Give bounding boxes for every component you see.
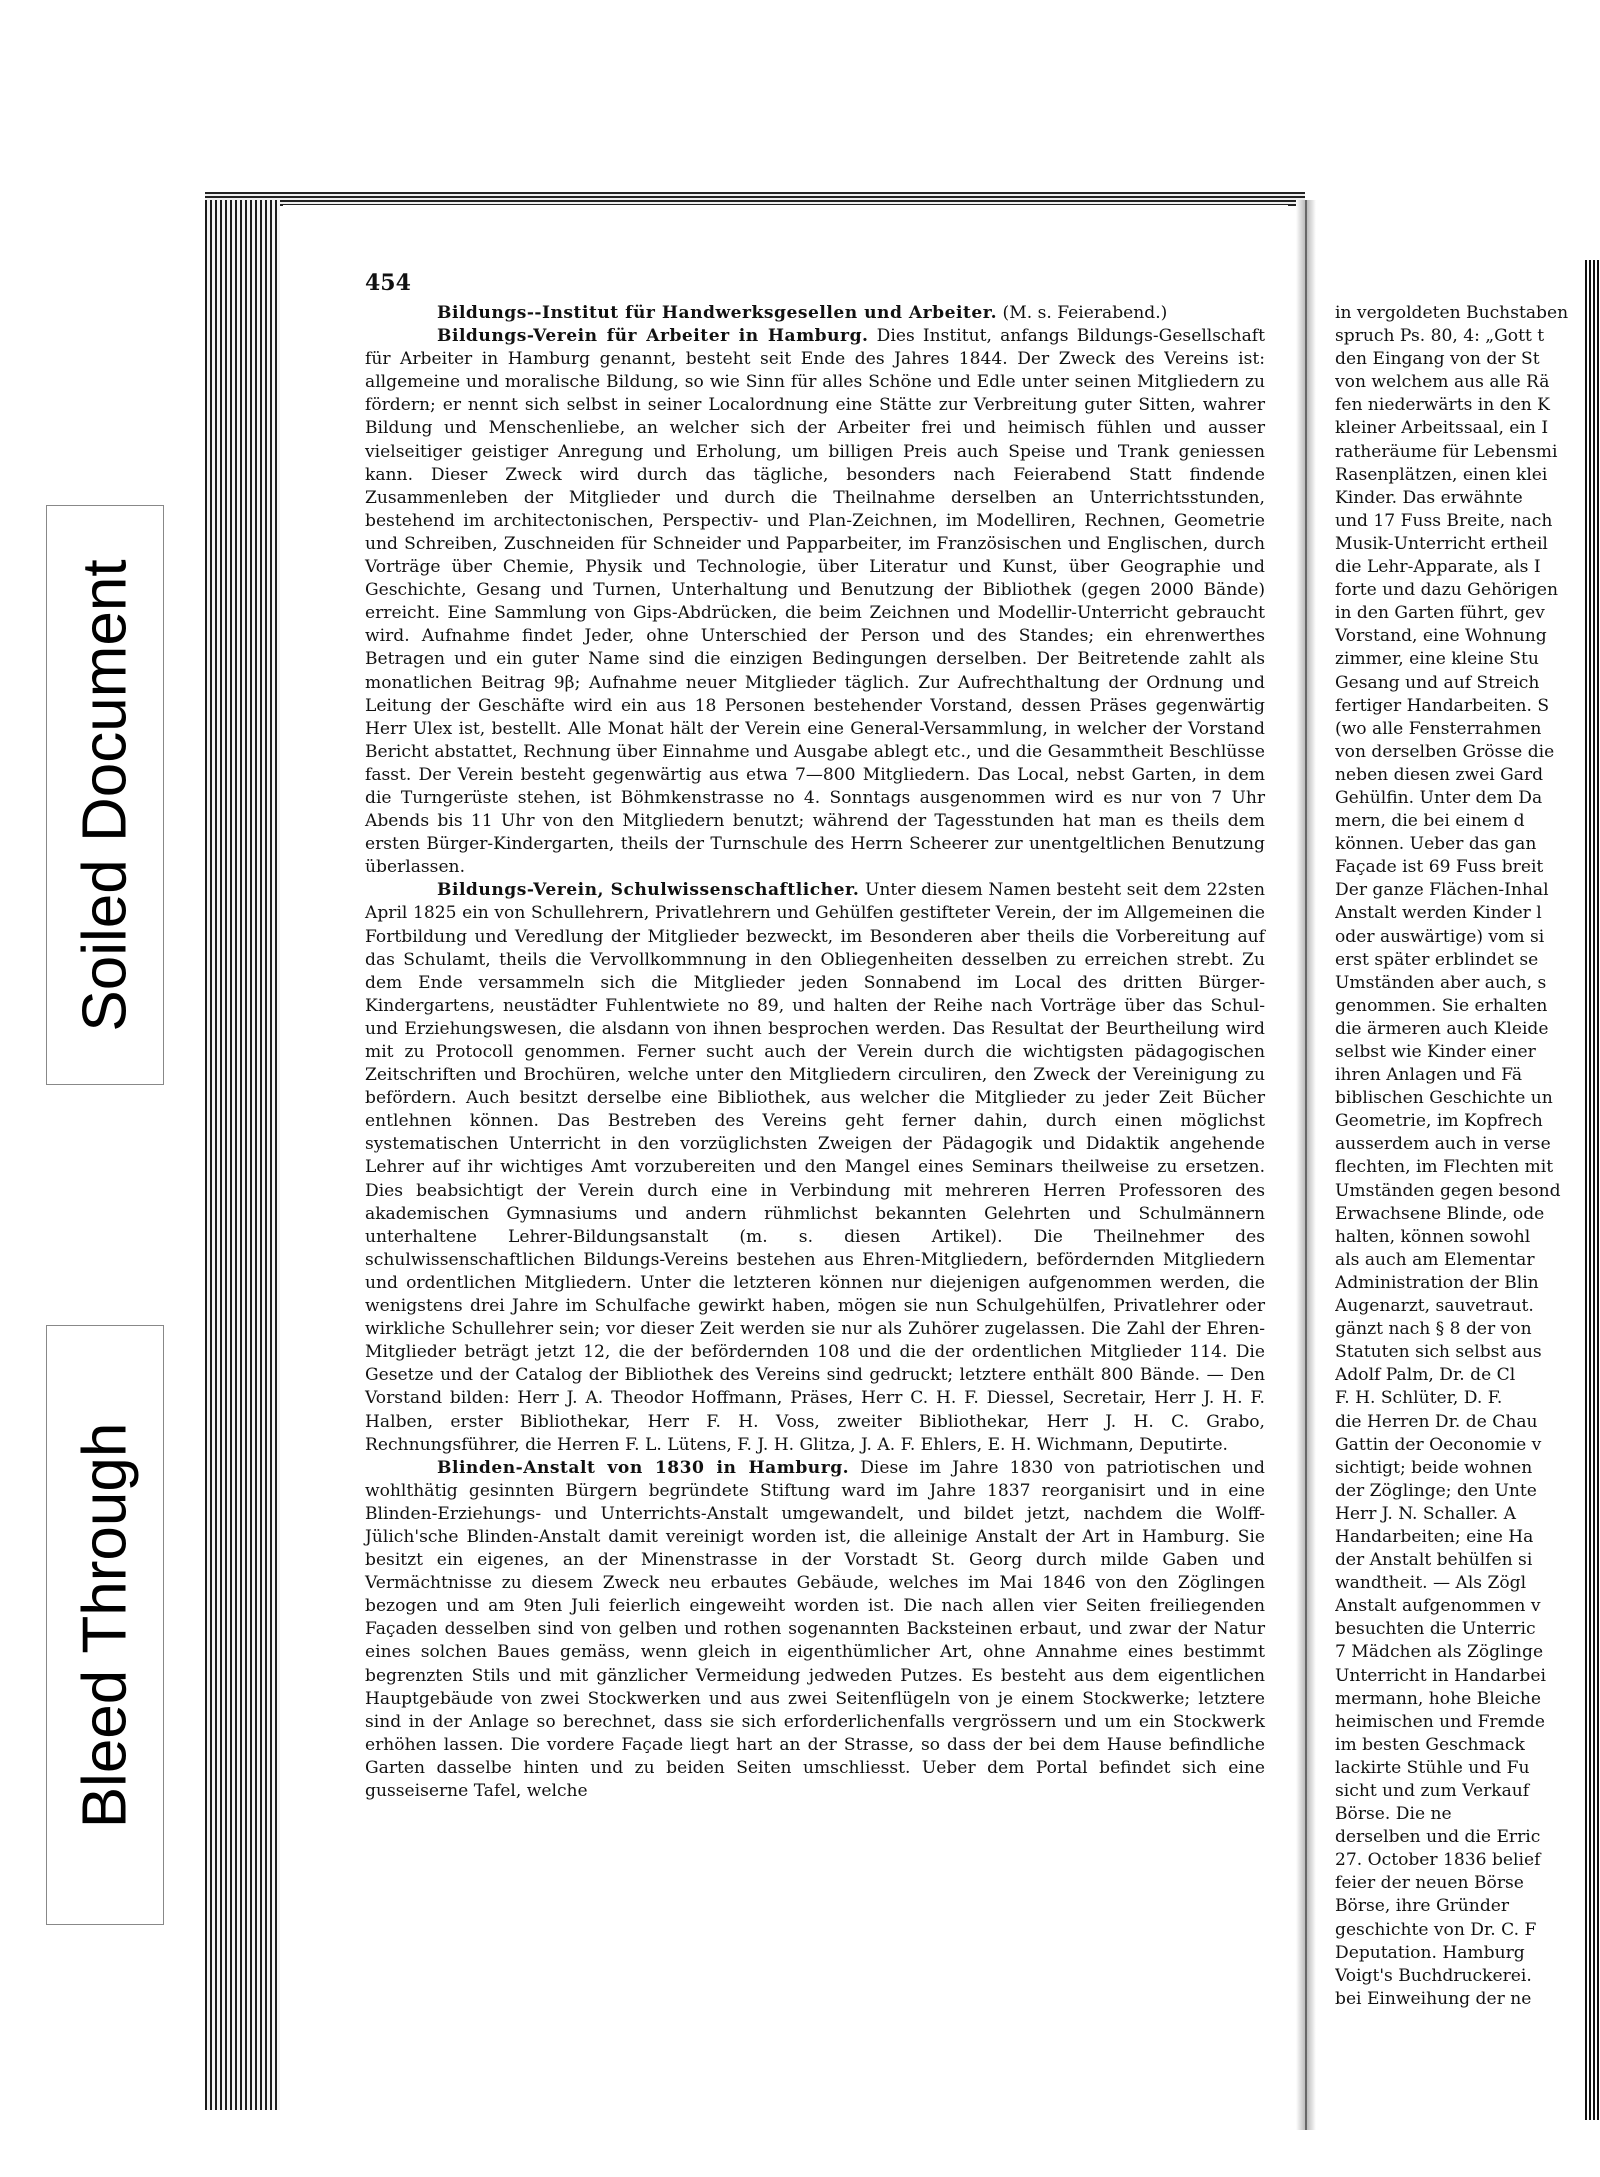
right-page-line: Rasenplätzen, einen klei — [1335, 464, 1548, 485]
right-page-line: können. Ueber das gan — [1335, 834, 1537, 855]
right-page-line: F. H. Schlüter, D. F. — [1335, 1388, 1503, 1409]
right-page-line: die Herren Dr. de Chau — [1335, 1411, 1538, 1432]
right-page-line: Umständen gegen besond — [1335, 1180, 1561, 1201]
right-page-line: Geometrie, im Kopfrech — [1335, 1111, 1543, 1132]
right-page-line: gänzt nach § 8 der von — [1335, 1319, 1532, 1340]
right-page-line: ratheräume für Lebensmi — [1335, 441, 1558, 462]
right-page-line: im besten Geschmack — [1335, 1734, 1525, 1755]
right-page-line: in den Garten führt, gev — [1335, 603, 1545, 624]
right-page-line: der Anstalt behülfen si — [1335, 1550, 1533, 1571]
entry-heading: Bildungs-Verein für Arbeiter in Hamburg. — [437, 326, 869, 347]
main-text-column — [365, 302, 1265, 1803]
right-page-line: geschichte von Dr. C. F — [1335, 1919, 1537, 1940]
entry-body: Dies Institut, anfangs Bildungs-Gesellschaft für Arbeiter in Hamburg genannt, besteht seit Ende des Jahres 1844. Der Zweck des Vereins ist: allgemeine und moralische Bildung, so wie Sinn für alles Schöne und Edle unter seinen Mitgliedern zu fördern; er nennt sich selbst in seiner Localordnung eine Stätte zur Verbreitung guter Sitten, wahrer Bildung und Menschenliebe, an welcher sich der Arbeiter frei und heimisch fühlen und ausser vielseitiger geistiger Anregung und Erholung, um billigen Preis auch Speise und Trank geniessen kann. Dieser Zweck wird durch das tägliche, besonders nach Feierabend Statt findende Zusammenleben der Mitglieder und durch die Theilnahme derselben an Unterrichtsstunden, bestehend im architectonischen, Perspectiv- und Plan-Zeichnen, im Modelliren, Rechnen, Geometrie und Schreiben, Zuschneiden für Schneider und Papparbeiter, im Französischen und Englischen, durch Vorträge über Chemie, Physik und Technologie, über Literatur und Kunst, über Geographie und Geschichte, Gesang und Turnen, Unterhaltung und Benutzung der Bibliothek (gegen 2000 Bände) erreicht. Eine Sammlung von Gips-Abdrücken, die beim Zeichnen und Modellir-Unterricht gebraucht wird. Aufnahme findet Jeder, ohne Unterschied der Person und des Standes; ein ehrenwerthes Betragen und ein guter Name sind die einzigen Bedingungen derselben. Der Beitretende zahlt als monatlichen Beitrag 9β; Aufnahme neuer Mitglieder täglich. Zur Aufrechthaltung der Ordnung und Leitung der Geschäfte wird ein aus 18 Personen bestehender Vorstand, dessen Präses gegenwärtig Herr Ulex ist, bestellt. Alle Monat hält der Verein eine General-Versammlung, in welcher der Vorstand Bericht abstattet, Rechnung über Einnahme und Ausgabe ablegt etc., und die Gesammtheit Beschlüsse fasst. Der Verein besteht gegenwärtig aus etwa 7—800 Mitgliedern. Das Local, nebst Garten, in dem die Turngerüste stehen, ist Böhmkenstrasse no 4. Sonntags ausgenommen wird es nur von 7 Uhr Abends bis 11 Uhr von den Mitgliedern benutzt; während der Tagesstunden hat man es theils dem ersten Bürger-Kindergarten, theils der Turnschule des Herrn Scheerer zur unentgeltlichen Benutzung überlassen. — [365, 326, 1265, 878]
right-page-line: besuchten die Unterric — [1335, 1619, 1536, 1640]
entry-heading: Blinden-Anstalt von 1830 in Hamburg. — [437, 1457, 850, 1478]
right-page-line: Façade ist 69 Fuss breit — [1335, 857, 1544, 878]
entry-paragraph — [365, 302, 1265, 325]
right-page-line: Erwachsene Blinde, ode — [1335, 1203, 1545, 1224]
right-page-line: halten, können sowohl — [1335, 1226, 1531, 1247]
right-page-line: 27. October 1836 belief — [1335, 1850, 1541, 1871]
right-page-line: Statuten sich selbst aus — [1335, 1342, 1542, 1363]
right-page-line: wandtheit. — Als Zögl — [1335, 1573, 1527, 1594]
right-page-line: selbst wie Kinder einer — [1335, 1042, 1536, 1062]
right-page-line: Adolf Palm, Dr. de Cl — [1335, 1365, 1516, 1386]
book-top-edge — [205, 192, 1305, 206]
right-page-line: sicht und zum Verkauf — [1335, 1781, 1530, 1801]
right-page-line: Anstalt aufgenommen v — [1335, 1596, 1541, 1617]
right-page-line: neben diesen zwei Gard — [1335, 764, 1544, 785]
right-page-line: Gehülfin. Unter dem Da — [1335, 787, 1543, 808]
right-page-line: (wo alle Fensterrahmen — [1335, 718, 1542, 739]
right-page-line: von derselben Grösse die — [1335, 741, 1555, 762]
right-page-line: Kinder. Das erwähnte — [1335, 487, 1523, 508]
bleed-through-label — [46, 1325, 164, 1925]
page-number: 454 — [365, 270, 411, 296]
right-page-line: heimischen und Fremde — [1335, 1711, 1545, 1732]
right-page-line: Gesang und auf Streich — [1335, 672, 1540, 693]
right-page-column — [1335, 302, 1600, 2011]
right-page-line: fertiger Handarbeiten. S — [1335, 695, 1550, 716]
right-page-line: forte und dazu Gehörigen — [1335, 580, 1558, 601]
entry-heading: Bildungs-Verein, Schulwissenschaftlicher. — [437, 880, 860, 901]
right-page-line: von welchem aus alle Rä — [1335, 372, 1550, 393]
soiled-document-text: Soiled Document — [70, 558, 140, 1032]
bleed-through-text: Bleed Through — [70, 1422, 140, 1828]
right-page-line: Vorstand, eine Wohnung — [1335, 626, 1547, 647]
right-page-line: Handarbeiten; eine Ha — [1335, 1526, 1534, 1547]
right-page-line: erst später erblindet se — [1335, 949, 1539, 970]
right-page-line: spruch Ps. 80, 4: „Gott t — [1335, 326, 1545, 347]
entry-heading: Bildungs--Institut für Handwerksgesellen und Arbeiter. — [437, 303, 998, 323]
entry-paragraph — [365, 879, 1265, 1456]
right-page-line: Börse. Die ne — [1335, 1804, 1452, 1825]
right-page-line: mermann, hohe Bleiche — [1335, 1688, 1541, 1709]
right-page-line: ausserdem auch in verse — [1335, 1134, 1551, 1155]
right-page-line: in vergoldeten Buchstaben — [1335, 303, 1569, 323]
right-page-line: derselben und die Erric — [1335, 1827, 1541, 1848]
right-page-line: die ärmeren auch Kleide — [1335, 1018, 1549, 1039]
right-page-line: Augenarzt, sauvetraut. — [1335, 1296, 1534, 1317]
right-page-line: Börse, ihre Gründer — [1335, 1896, 1510, 1917]
entry-body: (M. s. Feierabend.) — [997, 303, 1168, 323]
soiled-document-label — [46, 505, 164, 1085]
right-page-line: kleiner Arbeitssaal, ein I — [1335, 418, 1549, 439]
right-page-line: Voigt's Buchdruckerei. — [1335, 1965, 1532, 1986]
entry-paragraph — [365, 325, 1265, 879]
right-page-line: Gattin der Oeconomie v — [1335, 1434, 1542, 1455]
right-page-line: Deputation. Hamburg — [1335, 1942, 1525, 1963]
right-page-line: Herr J. N. Schaller. A — [1335, 1503, 1516, 1524]
book-page-edges — [205, 200, 280, 2110]
right-page-line: Der ganze Flächen-Inhal — [1335, 880, 1549, 901]
right-page-line: Musik-Unterricht ertheil — [1335, 533, 1548, 554]
right-page-line: flechten, im Flechten mit — [1335, 1157, 1554, 1178]
right-page-line: biblischen Geschichte un — [1335, 1088, 1553, 1109]
right-page-line: mern, die bei einem d — [1335, 811, 1525, 832]
right-page-line: und 17 Fuss Breite, nach — [1335, 510, 1553, 531]
right-page-line: Administration der Blin — [1335, 1272, 1539, 1293]
right-page-line: lackirte Stühle und Fu — [1335, 1757, 1530, 1778]
right-page-line: als auch am Elementar — [1335, 1249, 1535, 1270]
right-page-line: zimmer, eine kleine Stu — [1335, 649, 1539, 670]
right-page-line: fen niederwärts in den K — [1335, 395, 1550, 416]
right-page-line: der Zöglinge; den Unte — [1335, 1480, 1537, 1501]
right-page-line: die Lehr-Apparate, als I — [1335, 557, 1541, 578]
right-page-line: Anstalt werden Kinder l — [1335, 903, 1542, 924]
right-page-line: oder auswärtige) vom si — [1335, 926, 1545, 947]
right-page-line: sichtigt; beide wohnen — [1335, 1457, 1533, 1478]
entry-body: Unter diesem Namen besteht seit dem 22sten April 1825 ein von Schullehrern, Privatlehrern und Gehülfen gestifteter Verein, der im Allgemeinen die Fortbildung und Veredlung der Mitglieder bezweckt, im Besonderen aber theils die Vorbereitung auf das Schulamt, theils die Vervollkommnung in den Obliegenheiten desselben zu erreichen strebt. Zu dem Ende versammeln sich die Mitglieder jeden Sonnabend im Local des dritten Bürger-Kindergartens, neustädter Fuhlentwiete no 89, und halten der Reihe nach Vorträge über das Schul- und Erziehungswesen, die alsdann von ihnen besprochen werden. Das Resultat der Beurtheilung wird mit zu Protocoll genommen. Ferner sucht auch der Verein durch die wichtigsten pädagogischen Zeitschriften und Brochüren, welche unter den Mitgliedern circuliren, den Zweck der Vereinigung zu befördern. Auch besitzt derselbe eine Bibliothek, aus welcher die Mitglieder zu jeder Zeit Bücher entlehnen können. Das Bestreben des Vereins geht ferner dahin, durch einen möglichst systematischen Unterricht in den vorzüglichsten Zweigen der Pädagogik und Didaktik angehende Lehrer auf ihr wichtiges Amt vorzubereiten und den Mangel eines Seminars theilweise zu ersetzen. Dies beabsichtigt der Verein durch eine in Verbindung mit mehreren Herren Professoren des akademischen Gymnasiums und andern rühmlichst bekannten Gelehrten und Schulmännern unterhaltene Lehrer-Bildungsanstalt (m. s. diesen Artikel). Die Theilnehmer des schulwissenschaftlichen Bildungs-Vereins bestehen aus Ehren-Mitgliedern, befördernden Mitgliedern und ordentlichen Mitgliedern. Unter die letzteren können nur diejenigen aufgenommen werden, die wenigstens drei Jahre im Schulfache gewirkt haben, mögen sie nun Schulgehülfen, Privatlehrer oder wirkliche Schullehrer sein; vor dieser Zeit werden sie nur als Zuhörer zugelassen. Die Zahl der Ehren-Mitglieder beträgt jetzt 12, die der befördernden 108 und die der ordentlichen Mitglieder 114. Die Gesetze und der Catalog der Bibliothek des Vereins sind gedruckt; letztere enthält 800 Bände. — Den Vorstand bilden: Herr J. A. Theodor Hoffmann, Präses, Herr C. H. F. Diessel, Secretair, Herr J. H. F. Halben, erster Bibliothekar, Herr F. H. Voss, zweiter Bibliothekar, Herr J. H. C. Grabo, Rechnungsführer, die Herren F. L. Lütens, F. J. H. Glitza, J. A. F. Ehlers, E. H. Wichmann, Deputirte. — [365, 880, 1265, 1455]
entry-body: Diese im Jahre 1830 von patriotischen und wohlthätig gesinnten Bürgern begründete Stiftung ward im Jahre 1837 reorganisirt und in eine Blinden-Erziehungs- und Unterrichts-Anstalt umgewandelt, und bildet jetzt, nachdem die Wolff-Jülich'sche Blinden-Anstalt damit vereinigt worden ist, die alleinige Anstalt der Art in Hamburg. Sie besitzt ein eigenes, an der Minenstrasse in der Vorstadt St. Georg durch milde Gaben und Vermächtnisse zu diesem Zweck neu erbautes Gebäude, welches im Mai 1846 von den Zöglingen bezogen und am 9ten Juli feierlich eingeweiht worden ist. Die nach allen vier Seiten freiliegenden Façaden desselben sind von gelben und rothen sogenannten Backsteinen erbaut, und zwar der Natur eines solchen Baues gemäss, wenn gleich in eigenthümlicher Art, ohne Annahme eines bestimmt begrenzten Stils und mit gänzlicher Vermeidung jedweden Putzes. Es besteht aus dem eigentlichen Hauptgebäude von zwei Stockwerken und aus zwei Seitenflügeln von je einem Stockwerke; letztere sind in der Anlage so berechnet, dass sie sich erforderlichenfalls vergrössern und um ein Stockwerk erhöhen lassen. Die vordere Façade liegt hart an der Strasse, so dass der bei dem Hause befindliche Garten dasselbe hinten und zu beiden Seiten umschliesst. Ueber dem Portal befindet sich eine gusseiserne Tafel, welche — [365, 1457, 1265, 1801]
right-page-line: ihren Anlagen und Fä — [1335, 1065, 1523, 1086]
right-page-line: den Eingang von der St — [1335, 349, 1540, 370]
book-gutter — [1296, 200, 1316, 2130]
right-page-line: bei Einweihung der ne — [1335, 1988, 1532, 2009]
right-page-line: Unterricht in Handarbei — [1335, 1665, 1546, 1686]
right-page-line: 7 Mädchen als Zöglinge — [1335, 1642, 1544, 1663]
right-page-line: feier der neuen Börse — [1335, 1873, 1524, 1894]
entry-paragraph — [365, 1457, 1265, 1803]
right-page-line: Umständen aber auch, s — [1335, 972, 1547, 993]
right-page-line: genommen. Sie erhalten — [1335, 995, 1548, 1016]
